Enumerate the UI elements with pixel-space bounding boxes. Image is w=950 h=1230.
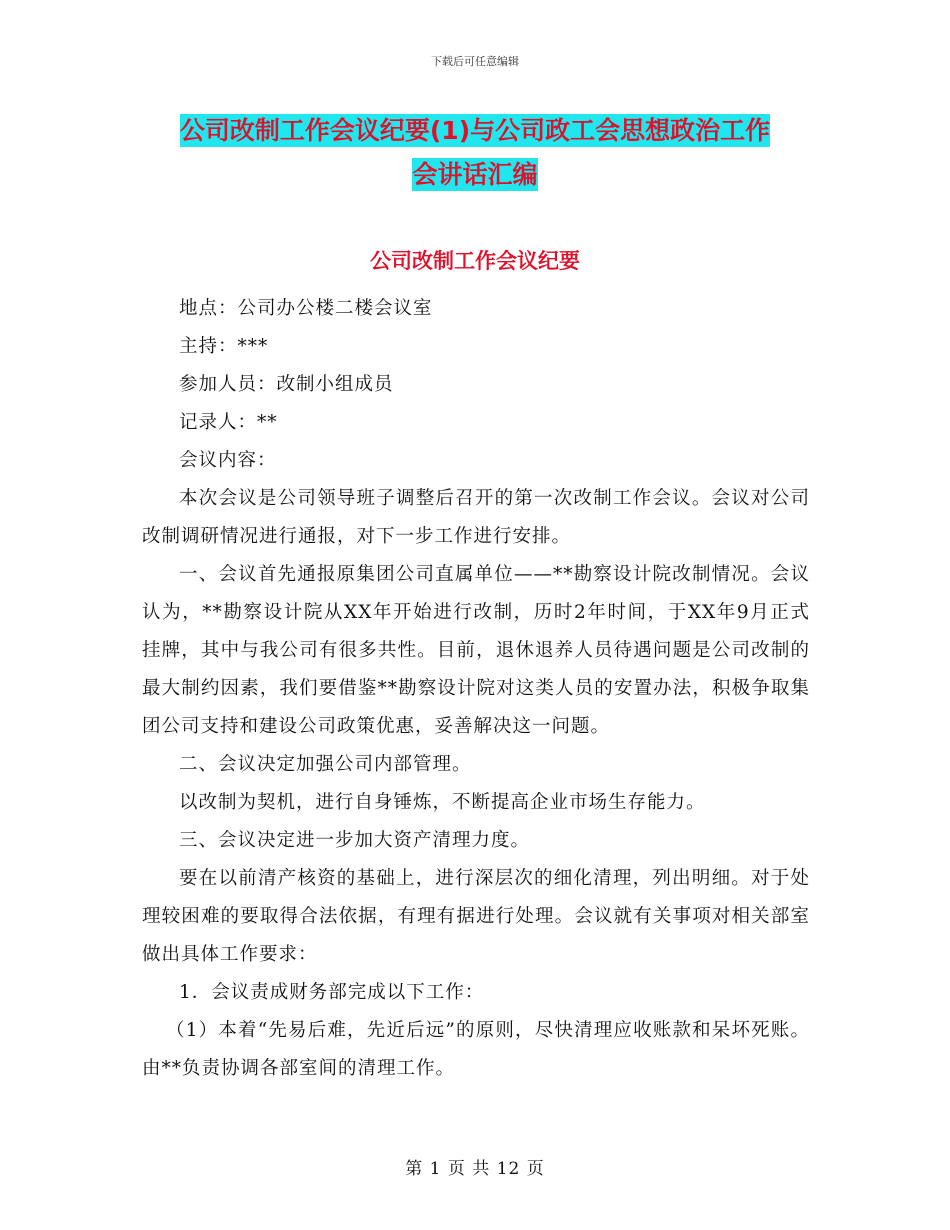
paragraph-intro: 本次会议是公司领导班子调整后召开的第一次改制工作会议。会议对公司改制调研情况进行通报，对下一步工作进行安排。 [142, 488, 810, 547]
paragraph-item-2: 二、会议决定加强公司内部管理。 [179, 754, 472, 775]
document-body [142, 290, 810, 1088]
paragraph-item-3-detail: 要在以前清产核资的基础上，进行深层次的细化清理，列出明细。对于处理较困难的要取得合法依据，有理有据进行处理。会议就有关事项对相关部室做出具体工作要求： [142, 868, 810, 965]
meta-recorder: 记录人：** [179, 412, 278, 433]
meta-attendees: 参加人员：改制小组成员 [179, 374, 394, 395]
title-highlight-2: 会讲话汇编 [412, 160, 538, 189]
document-title-line-1 [140, 108, 810, 154]
title-highlight-1: 公司改制工作会议纪要(1)与公司政工会思想政治工作 [179, 116, 771, 145]
meta-host: 主持：*** [179, 336, 269, 357]
document-title-line-2 [140, 152, 810, 198]
meta-content-label: 会议内容： [179, 450, 277, 471]
paragraph-task-1-sub-1: （1）本着“先易后难，先近后远”的原则，尽快清理应收账款和呆坏死账。由**负责协调各部室间的清理工作。 [142, 1020, 810, 1079]
paragraph-item-1: 一、会议首先通报原集团公司直属单位——**勘察设计院改制情况。会议认为，**勘察设计院从XX年开始进行改制，历时2年时间，于XX年9月正式挂牌，其中与我公司有很多共性。目前，退休退养人员待遇问题是公司改制的最大制约因素，我们要借鉴**勘察设计院对这类人员的安置办法，积极争取集团公司支持和建设公司政策优惠，妥善解决这一问题。 [142, 564, 810, 737]
paragraph-item-2-detail: 以改制为契机，进行自身锤炼，不断提高企业市场生存能力。 [179, 792, 706, 813]
header-note: 下载后可任意编辑 [431, 55, 519, 68]
page-footer: 第 1 页 共 12 页 [405, 1159, 545, 1179]
paragraph-task-1: 1．会议责成财务部完成以下工作： [179, 982, 485, 1003]
meta-location: 地点：公司办公楼二楼会议室 [179, 298, 433, 319]
section-title: 公司改制工作会议纪要 [370, 249, 580, 273]
paragraph-item-3: 三、会议决定进一步加大资产清理力度。 [179, 830, 531, 851]
